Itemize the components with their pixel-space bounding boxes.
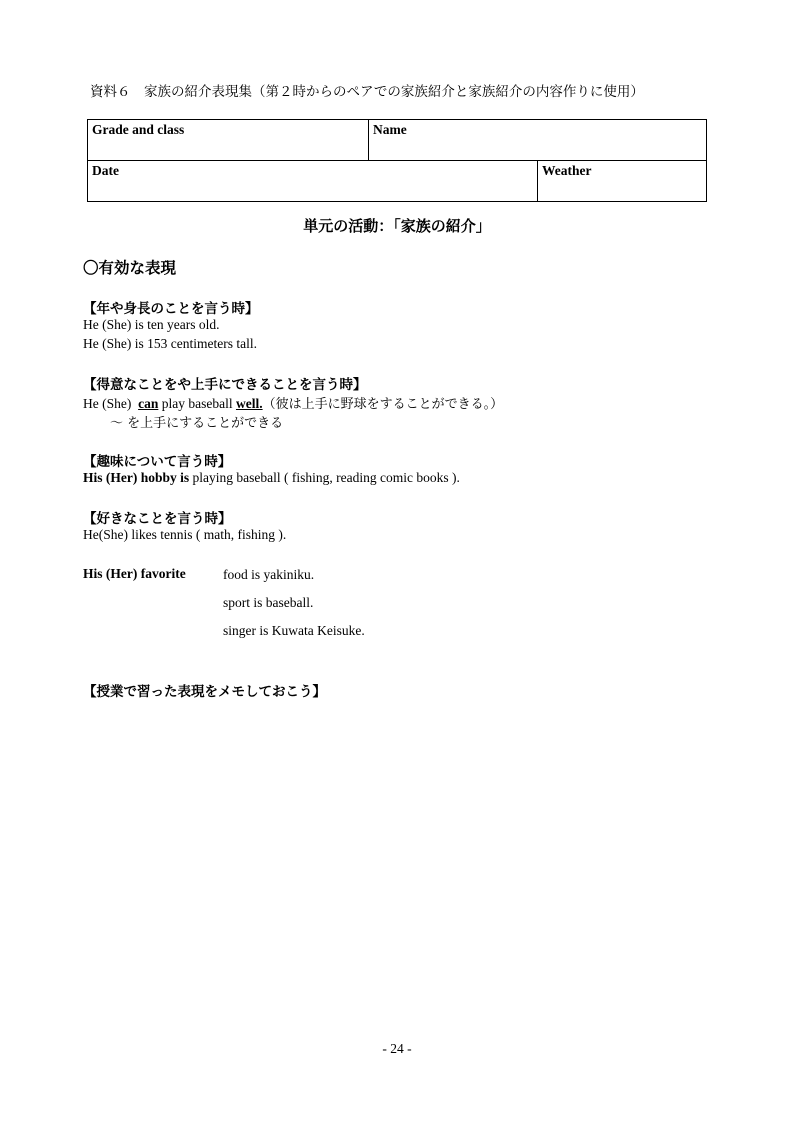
date-label: Date — [92, 163, 119, 178]
student-info-table — [87, 119, 707, 202]
sentence-middle: play baseball — [158, 396, 236, 411]
name-label: Name — [373, 122, 407, 137]
topic-heading-skill: 【得意なことをや上手にできることを言う時】 — [83, 377, 367, 393]
section-heading: 〇有効な表現 — [83, 259, 177, 277]
grade-class-cell[interactable] — [88, 120, 369, 161]
sentence-prefix: He (She) — [83, 396, 135, 411]
skill-example-sentence — [83, 393, 503, 412]
document-caption: 資料６ 家族の紹介表現集（第２時からのペアでの家族紹介と家族紹介の内容作りに使用） — [90, 84, 644, 100]
example-sentence: He (She) is ten years old. — [83, 317, 220, 332]
well-underlined: well. — [235, 396, 263, 411]
hobby-bold-part: His (Her) hobby is — [83, 470, 190, 485]
skill-meaning-note: ～ を上手にすることができる — [110, 416, 284, 431]
weather-cell[interactable] — [538, 161, 707, 202]
topic-heading-hobby: 【趣味について言う時】 — [83, 454, 232, 470]
can-underlined: can — [138, 396, 159, 411]
example-sentence: He (She) is 153 centimeters tall. — [83, 336, 257, 351]
topic-heading-likes: 【好きなことを言う時】 — [83, 511, 232, 527]
favorite-item: food is yakiniku. — [223, 567, 315, 582]
weather-label: Weather — [542, 163, 592, 178]
favorite-item: sport is baseball. — [223, 595, 314, 610]
favorite-label: His (Her) favorite — [83, 566, 186, 581]
name-cell[interactable] — [369, 120, 707, 161]
topic-heading-age-height: 【年や身長のことを言う時】 — [83, 301, 259, 317]
hobby-example-sentence — [83, 470, 460, 486]
hobby-rest: playing baseball ( fishing, reading comic books ). — [189, 470, 460, 485]
likes-example-sentence: He(She) likes tennis ( math, fishing ). — [83, 527, 287, 542]
topic-heading-memo: 【授業で習った表現をメモしておこう】 — [83, 684, 326, 700]
date-cell[interactable] — [88, 161, 538, 202]
favorite-item: singer is Kuwata Keisuke. — [223, 623, 365, 638]
unit-title: 単元の活動：「家族の紹介」 — [303, 217, 491, 235]
japanese-translation: （彼は上手に野球をすることができる。） — [262, 397, 504, 412]
grade-class-label: Grade and class — [92, 122, 185, 137]
memo-area[interactable] — [83, 705, 708, 1025]
page-number: - 24 - — [382, 1041, 412, 1056]
